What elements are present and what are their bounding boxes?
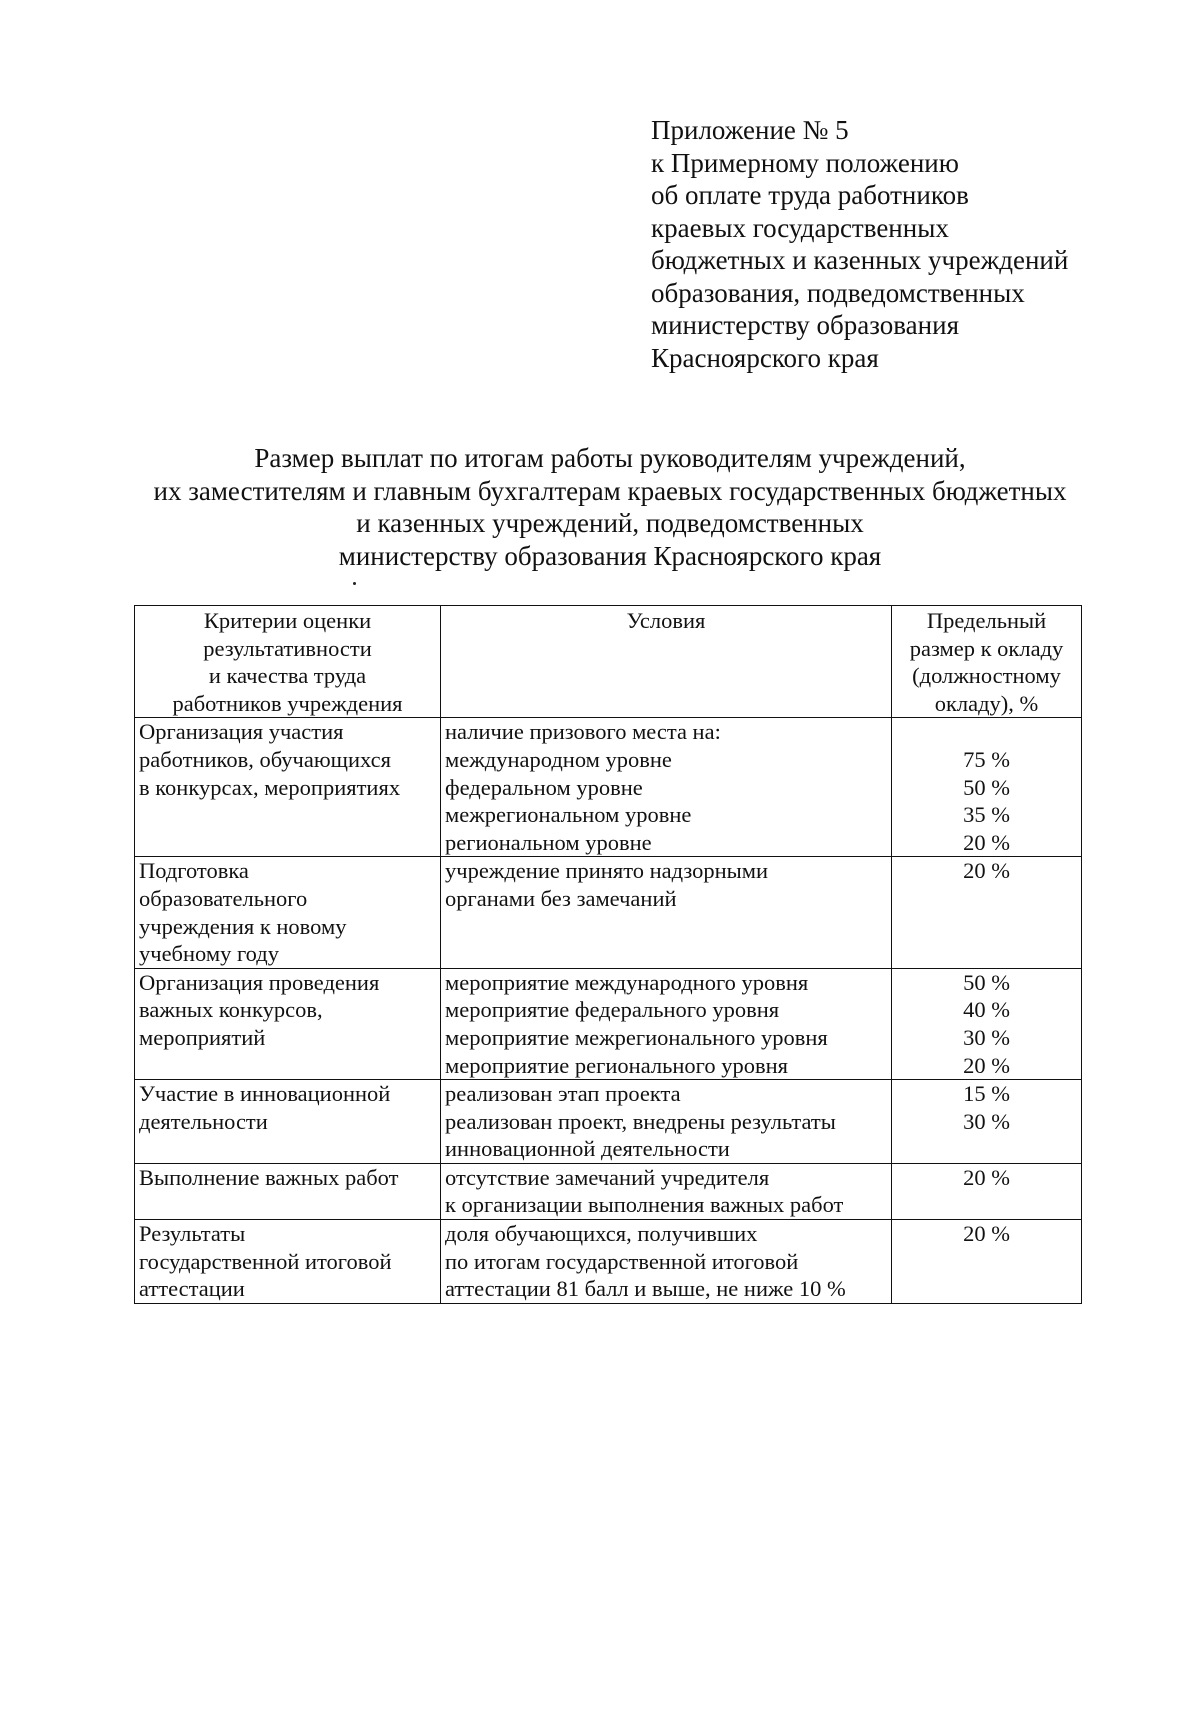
title-line: Размер выплат по итогам работы руководителям учреждений, bbox=[254, 443, 966, 473]
table-row bbox=[135, 968, 1082, 1079]
appendix-line: Приложение № 5 bbox=[651, 115, 849, 145]
conditions-cell: реализован этап проекта реализован проект, внедрены результаты инновационной деятельности bbox=[441, 1080, 892, 1164]
appendix-line: об оплате труда работников bbox=[651, 180, 969, 210]
criteria-cell: Подготовка образовательного учреждения к новому учебному году bbox=[135, 857, 441, 968]
title-line: и казенных учреждений, подведомственных bbox=[356, 508, 864, 538]
header-conditions: Условия bbox=[441, 606, 892, 718]
appendix-line: образования, подведомственных bbox=[651, 277, 1025, 308]
stray-dot bbox=[353, 582, 356, 585]
header-max-size: Предельный размер к окладу (должностному окладу), % bbox=[892, 606, 1082, 718]
value-cell: 20 % bbox=[892, 1163, 1082, 1219]
criteria-cell: Результаты государственной итоговой аттестации bbox=[135, 1220, 441, 1304]
table-row bbox=[135, 1163, 1082, 1219]
criteria-cell: Выполнение важных работ bbox=[135, 1163, 441, 1219]
value-cell: 75 % 50 % 35 % 20 % bbox=[892, 718, 1082, 857]
header-criteria: Критерии оценки результативности и качества труда работников учреждения bbox=[135, 606, 441, 718]
appendix-line: бюджетных и казенных учреждений bbox=[651, 245, 1069, 275]
table-row bbox=[135, 1220, 1082, 1304]
appendix-line: министерству образования bbox=[651, 310, 959, 340]
conditions-cell: учреждение принято надзорными органами без замечаний bbox=[441, 857, 892, 968]
appendix-line: краевых государственных bbox=[651, 212, 949, 243]
title-line: их заместителям и главным бухгалтерам краевых государственных бюджетных bbox=[153, 475, 1067, 506]
table-header-row bbox=[135, 606, 1082, 718]
value-cell: 20 % bbox=[892, 1220, 1082, 1304]
appendix-line: к Примерному положению bbox=[651, 147, 959, 178]
appendix-header bbox=[651, 114, 1068, 374]
criteria-cell: Участие в инновационной деятельности bbox=[135, 1080, 441, 1164]
table-row bbox=[135, 857, 1082, 968]
criteria-cell: Организация проведения важных конкурсов, мероприятий bbox=[135, 968, 441, 1079]
appendix-line: Красноярского края bbox=[651, 342, 879, 373]
conditions-cell: доля обучающихся, получивших по итогам государственной итоговой аттестации 81 балл и выше, не ниже 10 % bbox=[441, 1220, 892, 1304]
table-row bbox=[135, 718, 1082, 857]
conditions-cell: наличие призового места на: международном уровне федеральном уровне межрегиональном уровне региональном уровне bbox=[441, 718, 892, 857]
value-cell: 15 % 30 % bbox=[892, 1080, 1082, 1164]
payments-table bbox=[134, 605, 1082, 1304]
table-row bbox=[135, 1080, 1082, 1164]
value-cell: 20 % bbox=[892, 857, 1082, 968]
document-title bbox=[110, 442, 1110, 572]
value-cell: 50 % 40 % 30 % 20 % bbox=[892, 968, 1082, 1079]
conditions-cell: отсутствие замечаний учредителя к организации выполнения важных работ bbox=[441, 1163, 892, 1219]
title-line: министерству образования Красноярского края bbox=[338, 540, 882, 571]
criteria-cell: Организация участия работников, обучающихся в конкурсах, мероприятиях bbox=[135, 718, 441, 857]
conditions-cell: мероприятие международного уровня мероприятие федерального уровня мероприятие межрегионального уровня мероприятие регионального уровня bbox=[441, 968, 892, 1079]
